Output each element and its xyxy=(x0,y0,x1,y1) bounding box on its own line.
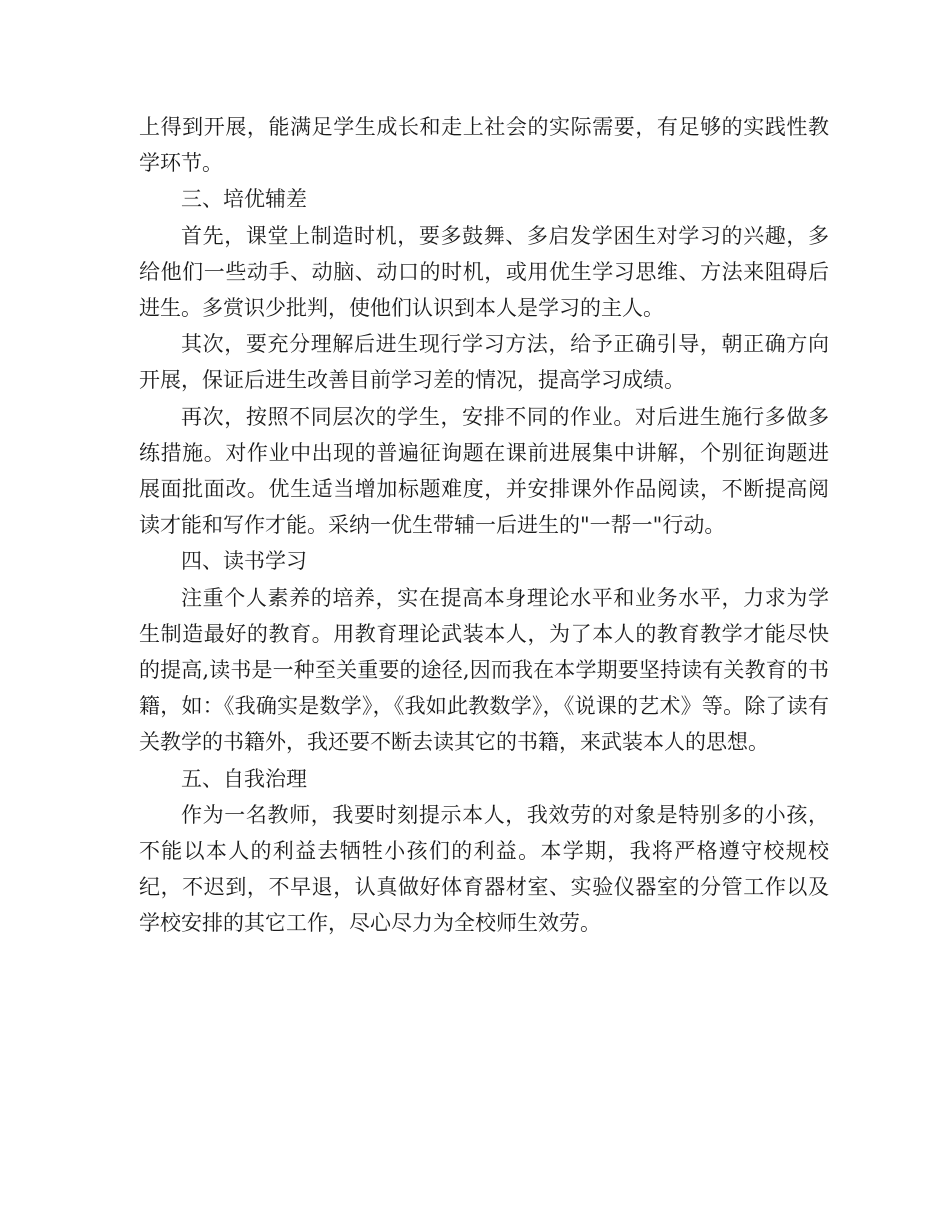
document-body xyxy=(139,109,829,942)
paragraph: 首先，课堂上制造时机，要多鼓舞、多启发学困生对学习的兴趣，多给他们一些动手、动脑、动口的时机，或用优生学习思维、方法来阻碍后进生。多赏识少批判，使他们认识到本人是学习的主人。 xyxy=(139,223,829,321)
paragraph: 作为一名教师，我要时刻提示本人，我效劳的对象是特别多的小孩，不能以本人的利益去牺牲小孩们的利益。本学期，我将严格遵守校规校纪，不迟到，不早退，认真做好体育器材室、实验仪器室的分管工作以及学校安排的其它工作，尽心尽力为全校师生效劳。 xyxy=(139,802,829,936)
paragraph-continuation: 上得到开展，能满足学生成长和走上社会的实际需要，有足够的实践性教学环节。 xyxy=(139,115,829,176)
paragraph: 再次，按照不同层次的学生，安排不同的作业。对后进生施行多做多练措施。对作业中出现的普遍征询题在课前进展集中讲解，个别征询题进展面批面改。优生适当增加标题难度，并安排课外作品阅读，不断提高阅读才能和写作才能。采纳一优生带辅一后进生的"一帮一"行动。 xyxy=(139,404,829,538)
section-heading-3: 三、培优辅差 xyxy=(181,187,307,212)
paragraph: 注重个人素养的培养，实在提高本身理论水平和业务水平，力求为学生制造最好的教育。用教育理论武装本人，为了本人的教育教学才能尽快的提高,读书是一种至关重要的途径,因而我在本学期要坚持读有关教育的书籍，如：《我确实是数学》，《我如此教数学》，《说课的艺术》等。除了读有关教学的书籍外，我还要不断去读其它的书籍，来武装本人的思想。 xyxy=(139,585,829,755)
paragraph: 其次，要充分理解后进生现行学习方法，给予正确引导，朝正确方向开展，保证后进生改善目前学习差的情况，提高学习成绩。 xyxy=(139,332,829,393)
section-heading-4: 四、读书学习 xyxy=(181,549,307,574)
section-heading-5: 五、自我治理 xyxy=(181,766,307,791)
